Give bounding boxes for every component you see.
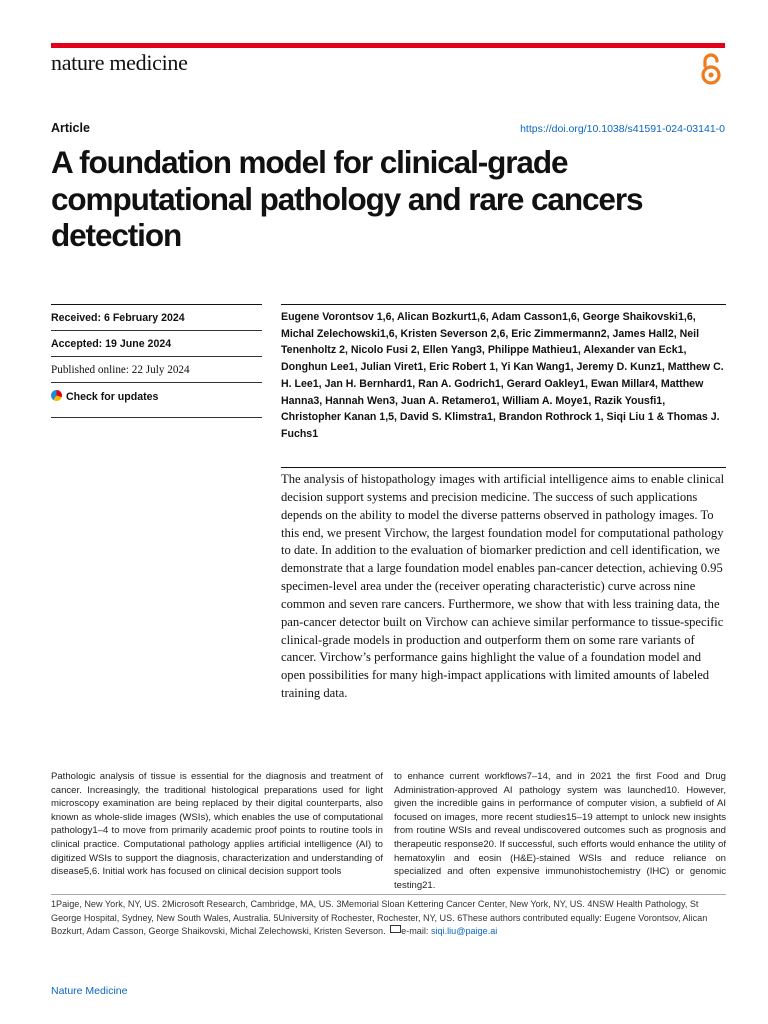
received-date: Received: 6 February 2024 — [51, 304, 262, 330]
affiliations-footnote — [51, 898, 726, 939]
body-text-column-2: to enhance current workflows7–14, and in 2021 the first Food and Drug Administration-approved AI pathology system was launched10. However, given the incredible gains in performance of computer vision, a subfield of AI focused on images, more recent studies15–19 attempt to unlock new insights from routine WSIs and reveal undiscovered outcomes such as prognosis and therapeutic response20. If successful, such efforts would enhance the utility of hematoxylin and eosin (H&E)-stained WSIs and reduce reliance on specialized and often expensive immunohistochemistry (IHC) or genomic testing21. — [394, 771, 726, 891]
publication-history — [51, 304, 262, 418]
published-date: Published online: 22 July 2024 — [51, 356, 262, 382]
check-updates-label: Check for updates — [66, 391, 159, 403]
doi-link[interactable]: https://doi.org/10.1038/s41591-024-03141-0 — [520, 123, 725, 135]
abstract: The analysis of histopathology images with artificial intelligence aims to enable clinical decision support systems and precision medicine. The success of such applications depends on the ability to model the diverse patterns observed in pathology images. To this end, we present Virchow, the largest foundation model for computational pathology to date. In addition to the evaluation of biomarker prediction and cell identification, we demonstrate that a large foundation model enables pan-cancer detection, achieving 0.95 specimen-level area under the (receiver operating characteristic) curve across nine common and seven rare cancers. Furthermore, we show that with less training data, the pan-cancer detector built on Virchow can achieve similar performance to tissue-specific clinical-grade models in production and outperform them on some rare variants of cancer. Virchow’s performance gains highlight the value of a foundation model and open possibilities for many high-impact applications with limited amounts of labeled training data. — [281, 472, 725, 701]
footnote-rule — [51, 894, 726, 895]
open-access-icon[interactable] — [698, 52, 724, 86]
footer-journal-name: Nature Medicine — [51, 985, 128, 997]
body-text-column-1: Pathologic analysis of tissue is essential for the diagnosis and treatment of cancer. Increasingly, the traditional histological preparations used for light microscopy examination are being replaced by their digital counterparts, also known as whole-slide images (WSIs), which enables the use of computational pathology1–4 to move from primarily academic proof points to routine tools in clinical practice. Computational pathology applies artificial intelligence (AI) to digitized WSIs to support the diagnosis, characterization and understanding of disease5,6. Initial work has focused on clinical decision support tools — [51, 771, 383, 878]
author-list: Eugene Vorontsov 1,6, Alican Bozkurt1,6, Adam Casson1,6, George Shaikovski1,6, Michal Zelechowski1,6, Kristen Severson 2,6, Eric Zimmermann2, James Hall2, Neil Tenenholtz 2, Nicolo Fusi 2, Ellen Yang3, Philippe Mathieu1, Alexander van Eck1, Donghun Lee1, Julian Viret1, Eric Robert 1, Yi Kan Wang1, Jeremy D. Kunz1, Matthew C. H. Lee1, Jan H. Bernhard1, Ran A. Godrich1, Gerard Oakley1, Ewan Millar4, Matthew Hanna3, Hannah Wen3, Juan A. Retamero1, William A. Moye1, Razik Yousfi1, Christopher Kanan 1,5, David S. Klimstra1, Brandon Rothrock 1, Siqi Liu 1 & Thomas J. Fuchs1 — [281, 311, 724, 440]
affiliations-text: 1Paige, New York, NY, US. 2Microsoft Research, Cambridge, MA, US. 3Memorial Sloan Kettering Cancer Center, New York, NY, US. 4NSW Health Pathology, St George Hospital, Sydney, New South Wales, Australia. 5University of Rochester, Rochester, NY, US. 6These authors contributed equally: Eugene Vorontsov, Alican Bozkurt, Adam Casson, George Shaikovski, Michal Zelechowski, Kristen Severson. — [51, 899, 708, 937]
abstract-rule — [281, 467, 726, 468]
email-icon — [390, 925, 401, 933]
authors-rule — [281, 304, 726, 305]
accepted-date: Accepted: 19 June 2024 — [51, 330, 262, 356]
check-for-updates-button[interactable] — [51, 382, 262, 418]
journal-name: nature medicine — [51, 50, 188, 75]
article-title: A foundation model for clinical-grade computational pathology and rare cancers detection — [51, 144, 643, 253]
email-link[interactable]: siqi.liu@paige.ai — [430, 926, 498, 937]
header-red-rule — [51, 43, 725, 48]
article-type-label: Article — [51, 121, 90, 135]
check-updates-icon — [51, 390, 62, 401]
email-label: e-mail: — [401, 926, 429, 937]
